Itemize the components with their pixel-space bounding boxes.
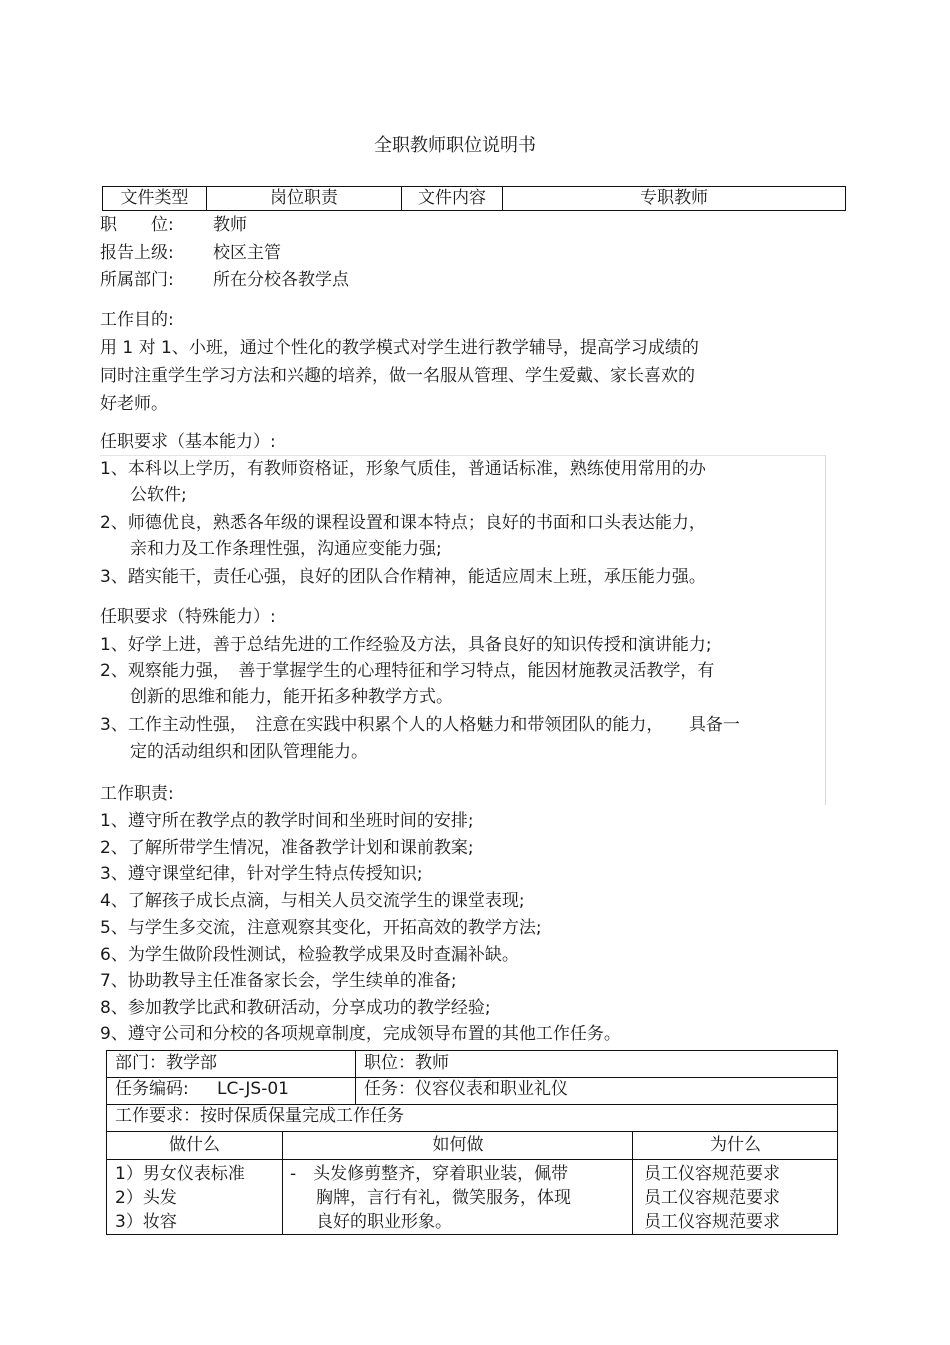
what-list	[115, 1162, 245, 1234]
duty-item: 6、为学生做阶段性测试，检验教学成果及时查漏补缺。	[100, 945, 519, 965]
purpose-line: 用 1 对 1、小班，通过个性化的教学模式对学生进行教学辅导，提高学习成绩的	[100, 338, 699, 358]
task-requirement: 工作要求：按时保质保量完成工作任务	[115, 1106, 404, 1126]
task-position: 职位：教师	[355, 1051, 837, 1077]
duty-item: 1、遵守所在教学点的教学时间和坐班时间的安排;	[100, 811, 474, 831]
task-detail-table	[107, 1131, 837, 1235]
special-item: 1、好学上进，善于总结先进的工作经验及方法，具备良好的知识传授和演讲能力;	[100, 635, 712, 655]
task-code-value: LC-JS-01	[217, 1079, 289, 1099]
special-item: 创新的思维和能力，能开拓多种教学方式。	[130, 687, 453, 707]
task-name: 任务：仪容仪表和职业礼仪	[355, 1077, 837, 1104]
task-row-requirement	[107, 1104, 837, 1131]
why-item: 员工仪容规范要求	[644, 1164, 780, 1184]
header-what: 做什么	[169, 1135, 220, 1155]
how-line: 良好的职业形象。	[316, 1212, 452, 1232]
basic-item: 亲和力及工作条理性强，沟通应变能力强;	[130, 539, 442, 559]
task-code-label: 任务编码:	[115, 1079, 189, 1099]
task-dept: 部门：教学部	[115, 1053, 217, 1073]
basic-item: 2、师德优良，熟悉各年级的课程设置和课本特点；良好的书面和口头表达能力，	[100, 513, 706, 533]
divider	[282, 1159, 283, 1235]
divider	[100, 455, 825, 456]
purpose-line: 同时注重学生学习方法和兴趣的培养，做一名服从管理、学生爱戴、家长喜欢的	[100, 366, 695, 386]
why-item: 员工仪容规范要求	[644, 1188, 780, 1208]
dept-value: 所在分校各教学点	[213, 270, 349, 290]
special-item: 2、观察能力强， 善于掌握学生的心理特征和学习特点，能因材施教灵活教学，有	[100, 661, 715, 681]
report-value: 校区主管	[213, 243, 281, 263]
meta-content-value: 专职教师	[503, 187, 846, 211]
special-item: 定的活动组织和团队管理能力。	[130, 742, 368, 762]
duty-item: 3、遵守课堂纪律，针对学生特点传授知识;	[100, 864, 423, 884]
how-list	[290, 1162, 571, 1234]
basic-item: 1、本科以上学历，有教师资格证，形象气质佳，普通话标准，熟练使用常用的办	[100, 459, 706, 479]
basic-item: 公软件;	[130, 485, 187, 505]
how-line: - 头发修剪整齐，穿着职业装，佩带	[290, 1164, 569, 1184]
what-item: 1）男女仪表标准	[115, 1164, 245, 1184]
meta-type-value: 岗位职责	[207, 187, 402, 211]
report-label: 报告上级:	[100, 243, 174, 263]
duty-item: 5、与学生多交流，注意观察其变化，开拓高效的教学方法;	[100, 918, 542, 938]
duty-item: 7、协助教导主任准备家长会，学生续单的准备;	[100, 971, 457, 991]
dept-label: 所属部门:	[100, 270, 174, 290]
task-table	[106, 1050, 838, 1235]
meta-content-label: 文件内容	[402, 187, 503, 211]
why-list	[644, 1162, 780, 1234]
duty-item: 4、了解孩子成长点滴，与相关人员交流学生的课堂表现;	[100, 891, 525, 911]
duty-item: 2、了解所带学生情况，准备教学计划和课前教案;	[100, 838, 474, 858]
how-line: 胸牌，言行有礼，微笑服务，体现	[316, 1188, 571, 1208]
duty-item: 9、遵守公司和分校的各项规章制度，完成领导布置的其他工作任务。	[100, 1024, 621, 1044]
divider	[632, 1159, 633, 1235]
task-detail-header	[107, 1132, 837, 1160]
header-why: 为什么	[632, 1132, 838, 1159]
special-heading: 任职要求（特殊能力）:	[100, 607, 276, 627]
what-item: 3）妆容	[115, 1212, 177, 1232]
document-meta-table	[102, 186, 846, 211]
position-label: 职 位:	[100, 215, 174, 235]
basic-item: 3、踏实能干，责任心强，良好的团队合作精神，能适应周末上班，承压能力强。	[100, 567, 706, 587]
duties-heading: 工作职责:	[100, 784, 174, 804]
purpose-heading: 工作目的:	[100, 310, 174, 330]
divider	[825, 455, 826, 805]
task-row-dept	[107, 1051, 837, 1078]
task-row-code	[107, 1077, 837, 1105]
page-title: 全职教师职位说明书	[374, 135, 536, 156]
position-value: 教师	[213, 215, 247, 235]
special-item: 3、工作主动性强， 注意在实践中积累个人的人格魅力和带领团队的能力， 具备一	[100, 715, 740, 735]
meta-type-label: 文件类型	[103, 187, 207, 211]
purpose-line: 好老师。	[100, 394, 168, 414]
basic-heading: 任职要求（基本能力）:	[100, 432, 276, 452]
duty-item: 8、参加教学比武和教研活动，分享成功的教学经验;	[100, 998, 491, 1018]
why-item: 员工仪容规范要求	[644, 1212, 780, 1232]
header-how: 如何做	[282, 1132, 633, 1159]
what-item: 2）头发	[115, 1188, 177, 1208]
